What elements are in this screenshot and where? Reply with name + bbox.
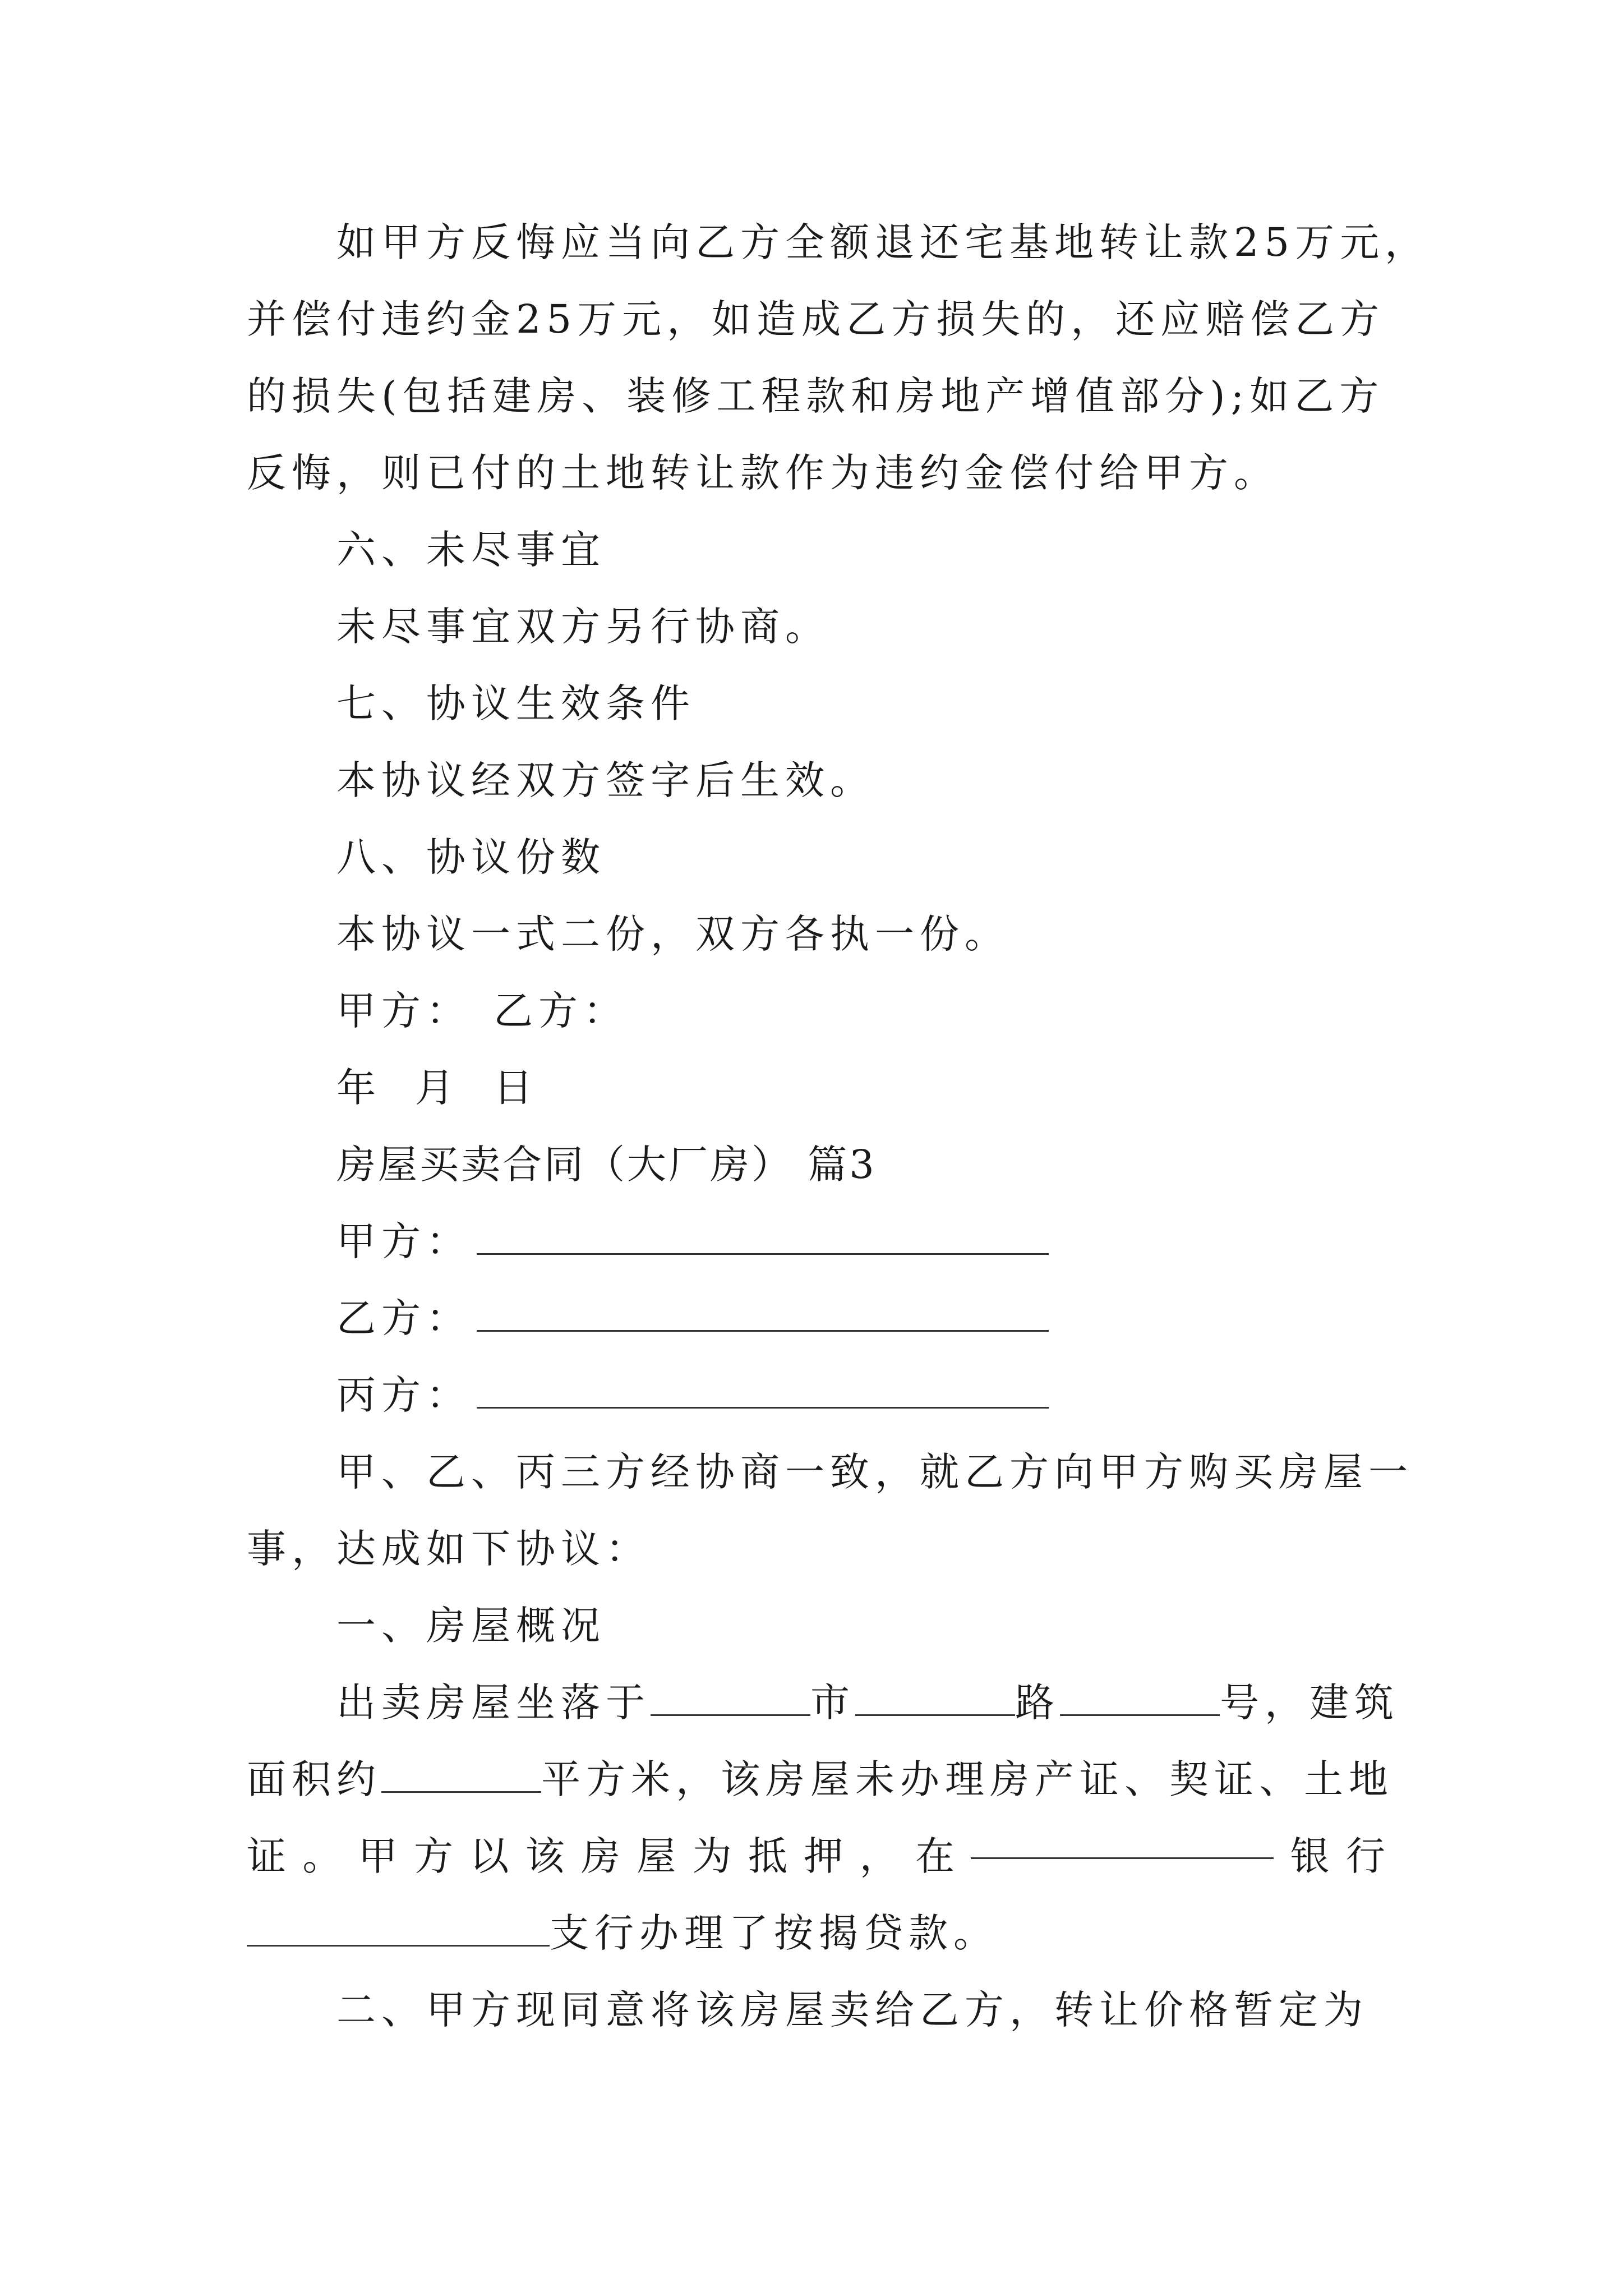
section7-heading: 七、协议生效条件 <box>336 680 695 726</box>
section8-heading: 八、协议份数 <box>336 834 606 880</box>
mortgage-char: 抵 <box>748 1833 787 1879</box>
mortgage-char: 。 <box>302 1833 342 1879</box>
breach-paragraph-line: 如甲方反悔应当向乙方全额退还宅基地转让款25万元， <box>336 219 1430 265</box>
area-fill-line[interactable] <box>381 1752 541 1793</box>
section6-body: 未尽事宜双方另行协商。 <box>336 604 830 650</box>
section8-body: 本协议一式二份，双方各执一份。 <box>336 911 1009 957</box>
section7-body: 本协议经双方签字后生效。 <box>336 757 875 803</box>
breach-paragraph-line: 的损失(包括建房、装修工程款和房地产增值部分);如乙方 <box>247 373 1385 419</box>
intro-line: 甲、乙、丙三方经协商一致，就乙方向甲方购买房屋一 <box>336 1449 1413 1495</box>
signature-date <box>336 1050 1475 1126</box>
mortgage-char: 证 <box>247 1833 286 1879</box>
city-fill-line[interactable] <box>651 1675 810 1716</box>
city-suffix: 市 <box>810 1680 855 1726</box>
location-prefix: 出卖房屋坐落于 <box>336 1680 651 1726</box>
mortgage-char: 押 <box>804 1833 843 1879</box>
mortgage-char: 甲 <box>358 1833 398 1879</box>
location-line <box>336 1664 1475 1741</box>
area-prefix: 面积约 <box>247 1756 381 1802</box>
intro-line: 事，达成如下协议： <box>247 1526 651 1572</box>
party-b-signature-label: 乙方： <box>494 988 628 1034</box>
party-a-fill-line[interactable] <box>477 1214 1049 1255</box>
breach-paragraph-line: 反悔，则已付的土地转让款作为违约金偿付给甲方。 <box>247 450 1279 496</box>
area-line <box>247 1741 1394 1818</box>
mortgage-char: ， <box>859 1833 899 1879</box>
road-fill-line[interactable] <box>855 1675 1015 1716</box>
signature-parties <box>336 973 1475 1050</box>
party-a-label: 甲方： <box>336 1218 471 1264</box>
branch-suffix: 支行办理了按揭贷款。 <box>550 1910 998 1956</box>
date-month: 月 <box>415 1065 460 1111</box>
mortgage-char: 银 <box>1290 1833 1330 1879</box>
mortgage-char: 以 <box>469 1833 509 1879</box>
mortgage-char: 房 <box>580 1833 620 1879</box>
branch-fill-line[interactable] <box>247 1906 550 1947</box>
party-c-fill-line[interactable] <box>477 1368 1049 1409</box>
area-suffix: 平方米，该房屋未办理房产证、契证、土地 <box>541 1756 1394 1802</box>
mortgage-char: 屋 <box>637 1833 676 1879</box>
breach-paragraph-line: 并偿付违约金25万元，如造成乙方损失的，还应赔偿乙方 <box>247 296 1385 342</box>
mortgage-char: 该 <box>525 1833 565 1879</box>
party-b-label: 乙方： <box>336 1295 471 1341</box>
party-c-label: 丙方： <box>336 1372 471 1418</box>
party-b-row <box>336 1280 1475 1357</box>
date-day: 日 <box>494 1065 538 1111</box>
section2-line: 二、甲方现同意将该房屋卖给乙方，转让价格暂定为 <box>336 1987 1368 2033</box>
party-b-fill-line[interactable] <box>477 1291 1049 1332</box>
section6-heading: 六、未尽事宜 <box>336 527 606 573</box>
number-suffix: 号，建筑 <box>1220 1680 1399 1726</box>
branch-line <box>247 1895 1385 1972</box>
mortgage-char: 为 <box>692 1833 732 1879</box>
bank-fill-line[interactable] <box>971 1818 1274 1859</box>
mortgage-char: 在 <box>915 1833 955 1879</box>
party-a-row <box>336 1203 1475 1280</box>
road-suffix: 路 <box>1015 1680 1060 1726</box>
mortgage-char: 行 <box>1345 1833 1385 1879</box>
section1-heading: 一、房屋概况 <box>336 1603 606 1649</box>
party-c-row <box>336 1357 1475 1434</box>
party-a-signature-label: 甲方： <box>336 988 471 1034</box>
number-fill-line[interactable] <box>1060 1675 1220 1716</box>
contract-title: 房屋买卖合同（大厂房） 篇3 <box>336 1142 877 1188</box>
date-year: 年 <box>336 1065 381 1111</box>
mortgage-line <box>247 1818 1385 1895</box>
mortgage-char: 方 <box>413 1833 453 1879</box>
